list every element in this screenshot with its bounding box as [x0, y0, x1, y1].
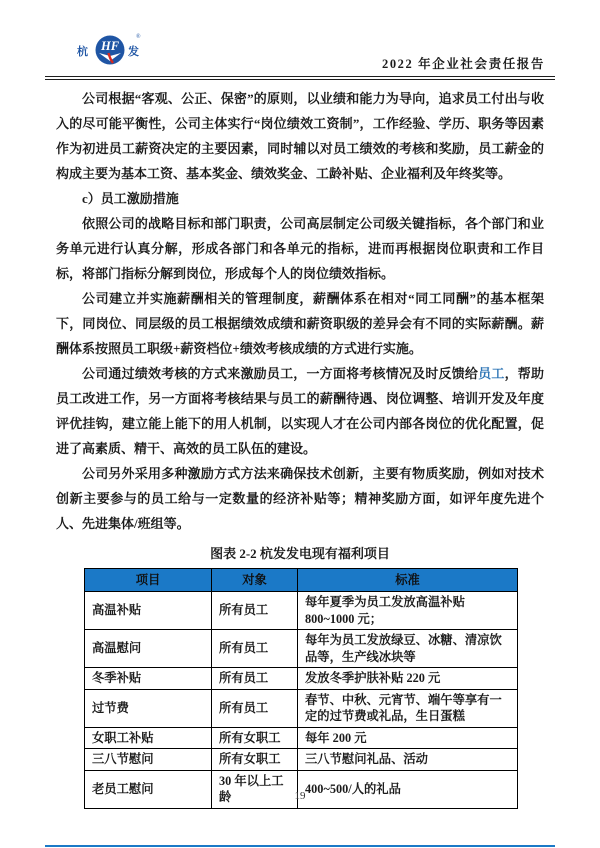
- cell-item: 冬季补贴: [85, 668, 212, 690]
- cell-target: 所有员工: [212, 592, 298, 630]
- page-header: [0, 0, 600, 76]
- page-number: 19: [294, 790, 306, 802]
- logo-monogram: HF: [100, 39, 120, 53]
- benefits-table: [84, 568, 518, 809]
- paragraph-4-highlighted-term: 员工: [478, 366, 505, 381]
- table-row: [85, 749, 518, 771]
- cell-item: 高温补贴: [85, 592, 212, 630]
- registered-trademark-icon: ®: [136, 34, 141, 40]
- cell-item: 女职工补贴: [85, 727, 212, 749]
- paragraph-4-text-before: 公司通过绩效考核的方式来激励员工，一方面将考核情况及时反馈给: [82, 366, 479, 381]
- table-header-row: [85, 569, 518, 592]
- table-row: [85, 592, 518, 630]
- paragraph-salary-system: 公司建立并实施薪酬相关的管理制度，薪酬体系在相对“同工同酬”的基本框架下，同岗位、同层级的员工根据绩效成绩和薪资职级的差异会有不同的实际薪酬。薪酬体系按照员工职级+薪资档位+绩效考核成绩的方式进行实施。: [56, 291, 544, 356]
- column-header-item: 项目: [85, 569, 212, 592]
- cell-item: 老员工慰问: [85, 770, 212, 808]
- company-logo-icon: [76, 30, 146, 72]
- cell-target: 30 年以上工龄: [212, 770, 298, 808]
- logo-right-char: 发: [128, 46, 139, 58]
- cell-standard: 三八节慰问礼品、活动: [298, 749, 518, 771]
- cell-item: 高温慰问: [85, 630, 212, 668]
- paragraph-4-text-after: ，帮助员工改进工作，另一方面将考核结果与员工的薪酬待遇、岗位调整、培训开发及年度评优挂钩，建立能上能下的用人机制，以实现人才在公司内部各岗位的优化配置，促进了高素质、精干、高效的员工队伍的建设。: [56, 366, 544, 456]
- table-row: [85, 668, 518, 690]
- report-title: 2022 年企业社会责任报告: [381, 57, 545, 71]
- column-header-standard: 标准: [298, 569, 518, 592]
- cell-target: 所有员工: [212, 630, 298, 668]
- header-divider: [45, 76, 555, 80]
- paragraph-performance-feedback: [56, 361, 544, 461]
- cell-item: 三八节慰问: [85, 749, 212, 771]
- paragraph-innovation-rewards: 公司另外采用多种激励方式方法来确保技术创新，主要有物质奖励，例如对技术创新主要参与的员工给与一定数量的经济补贴等；精神奖励方面，如评年度先进个人、先进集体/班组等。: [56, 466, 544, 531]
- cell-standard: 每年为员工发放绿豆、冰糖、清凉饮品等，生产线冰块等: [298, 630, 518, 668]
- cell-standard: 每年 200 元: [298, 727, 518, 749]
- cell-target: 所有女职工: [212, 727, 298, 749]
- benefits-table-body: [85, 592, 518, 809]
- cell-standard: 春节、中秋、元宵节、端午等享有一定的过节费或礼品，生日蛋糕: [298, 689, 518, 727]
- footer-divider: [45, 845, 555, 847]
- table-caption: 图表 2-2 杭发发电现有福利项目: [210, 546, 390, 561]
- table-row: [85, 689, 518, 727]
- cell-target: 所有女职工: [212, 749, 298, 771]
- cell-standard: 每年夏季为员工发放高温补贴 800~1000 元；: [298, 592, 518, 630]
- cell-item: 过节费: [85, 689, 212, 727]
- cell-standard: 400~500/人的礼品: [298, 770, 518, 808]
- page-footer: [0, 790, 600, 802]
- table-row: [85, 727, 518, 749]
- table-row: [85, 630, 518, 668]
- page-body: [56, 86, 544, 809]
- paragraph-compensation-principle: 公司根据“客观、公正、保密”的原则，以业绩和能力为导向，追求员工付出与收入的尽可能平衡性，公司主体实行“岗位绩效工资制”，工作经验、学历、职务等因素作为初进员工薪资决定的主要因素，同时辅以对员工绩效的考核和奖励，员工薪金的构成主要为基本工资、基本奖金、绩效奖金、工龄补贴、企业福利及年终奖等。: [56, 91, 544, 181]
- column-header-target: 对象: [212, 569, 298, 592]
- table-row: [85, 770, 518, 808]
- cell-standard: 发放冬季护肤补贴 220 元: [298, 668, 518, 690]
- cell-target: 所有员工: [212, 668, 298, 690]
- benefits-table-head: [85, 569, 518, 592]
- section-heading-incentives: c）员工激励措施: [82, 191, 179, 206]
- cell-target: 所有员工: [212, 689, 298, 727]
- logo-left-char: 杭: [77, 46, 88, 58]
- paragraph-kpi-decomposition: 依照公司的战略目标和部门职责，公司高层制定公司级关键指标，各个部门和业务单元进行认真分解，形成各部门和各单元的指标，进而再根据岗位职责和工作目标，将部门指标分解到岗位，形成每个人的岗位绩效指标。: [56, 216, 544, 281]
